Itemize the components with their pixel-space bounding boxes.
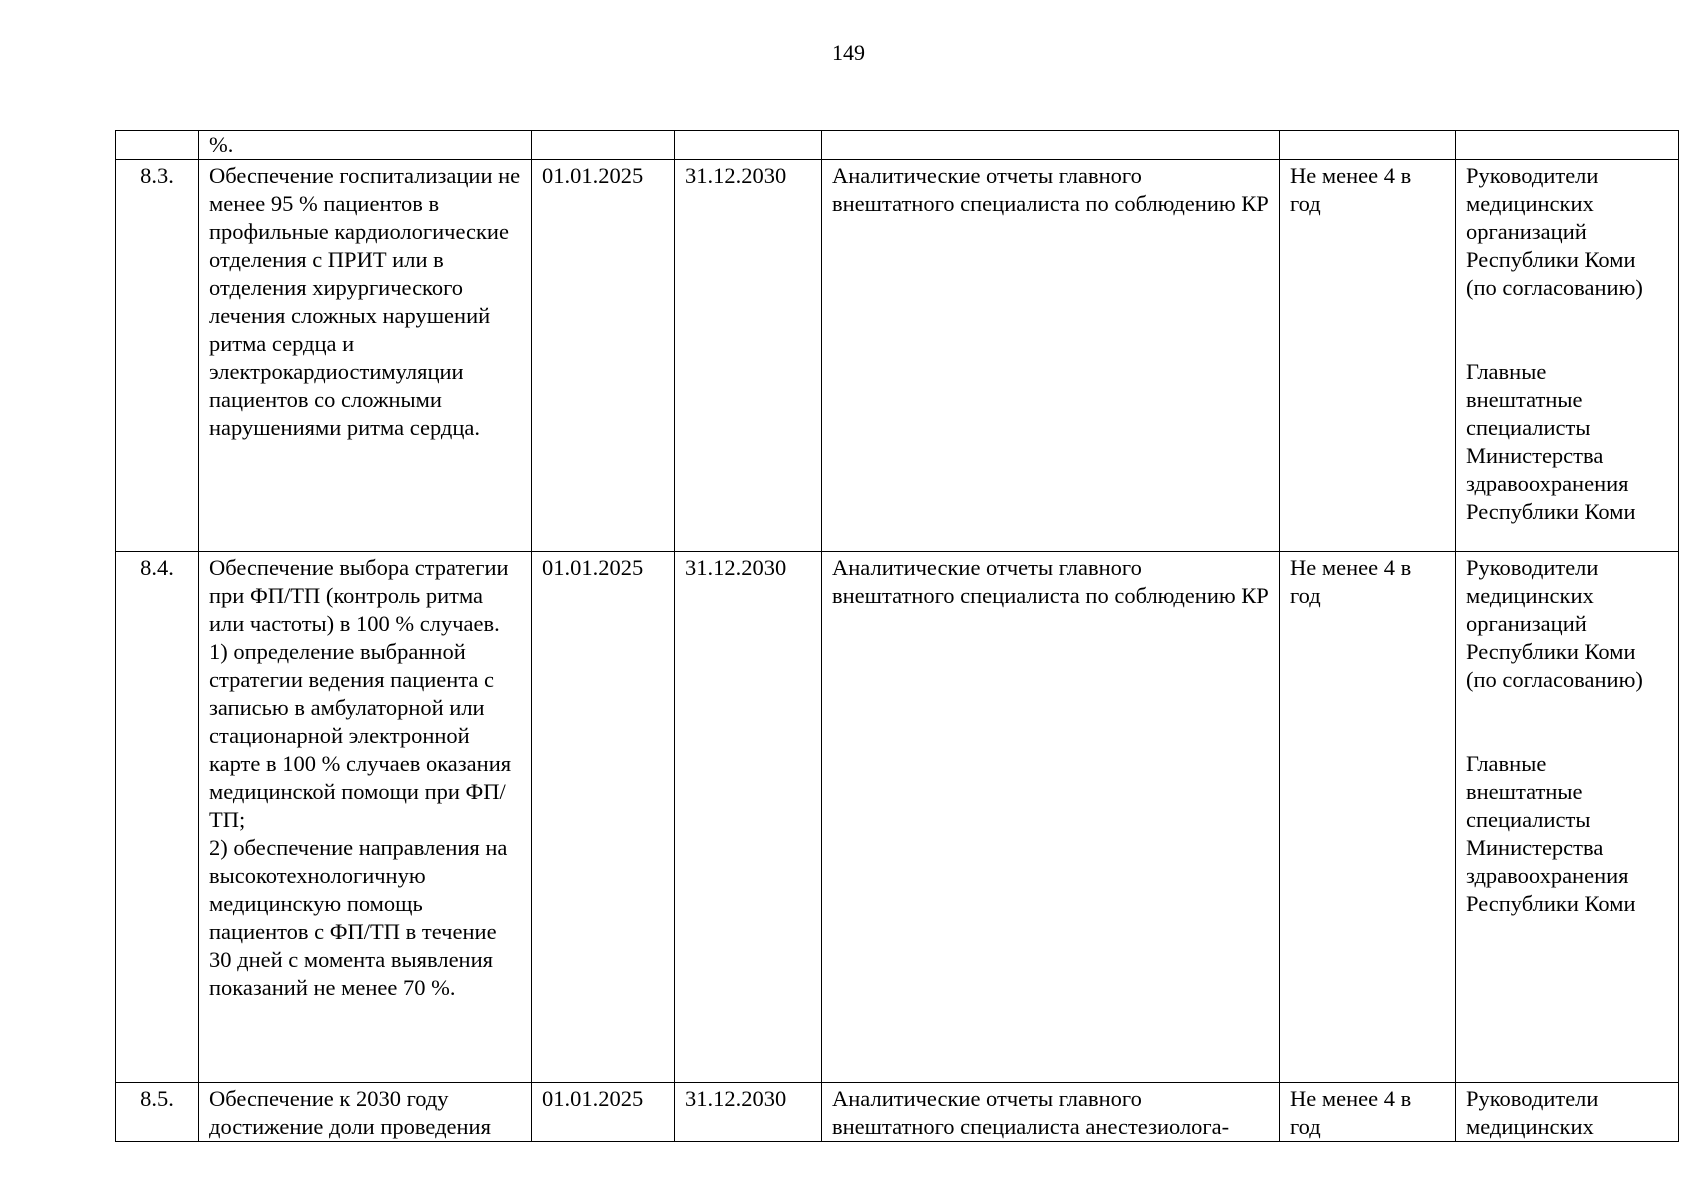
event-cell: %. <box>199 131 532 160</box>
frequency-cell: Не менее 4 в год <box>1280 1083 1456 1142</box>
row-number <box>116 131 199 160</box>
responsible-secondary: Главные внештатные специалисты Министерства здравоохранения Республики Коми <box>1466 359 1636 524</box>
responsible-secondary: Главные внештатные специалисты Министерства здравоохранения Республики Коми <box>1466 751 1636 916</box>
responsible-cell <box>1456 160 1679 552</box>
row-number: 8.5. <box>116 1083 199 1142</box>
indicator-cell: Аналитические отчеты главного внештатного специалиста по соблюдению КР <box>822 552 1280 1083</box>
row-number: 8.3. <box>116 160 199 552</box>
event-cell: Обеспечение выбора стратегии при ФП/ТП (контроль ритма или частоты) в 100 % случаев. 1) определение выбранной стратегии ведения пациента с записью в амбулаторной или стационарной электронной карте в 100 % случаев оказания медицинской помощи при ФП/ТП; 2) обеспечение направления на высокотехнологичную медицинскую помощь пациентов с ФП/ТП в течение 30 дней с момента выявления показаний не менее 70 %. <box>199 552 532 1083</box>
measures-table <box>115 130 1679 1142</box>
responsible-primary: Руководители медицинских <box>1466 1086 1599 1139</box>
start-date-cell: 01.01.2025 <box>532 160 675 552</box>
table-row <box>116 552 1679 1083</box>
table-row <box>116 1083 1679 1142</box>
event-cell: Обеспечение к 2030 году достижение доли проведения <box>199 1083 532 1142</box>
responsible-cell <box>1456 1083 1679 1142</box>
row-number: 8.4. <box>116 552 199 1083</box>
responsible-primary: Руководители медицинских организаций Республики Коми (по согласованию) <box>1466 163 1643 300</box>
responsible-primary: Руководители медицинских организаций Республики Коми (по согласованию) <box>1466 555 1643 692</box>
end-date-cell: 31.12.2030 <box>675 160 822 552</box>
start-date-cell: 01.01.2025 <box>532 552 675 1083</box>
indicator-cell: Аналитические отчеты главного внештатного специалиста анестезиолога- <box>822 1083 1280 1142</box>
table-row <box>116 160 1679 552</box>
frequency-cell: Не менее 4 в год <box>1280 552 1456 1083</box>
start-date-cell <box>532 131 675 160</box>
indicator-cell <box>822 131 1280 160</box>
end-date-cell <box>675 131 822 160</box>
responsible-cell <box>1456 552 1679 1083</box>
end-date-cell: 31.12.2030 <box>675 1083 822 1142</box>
indicator-cell: Аналитические отчеты главного внештатного специалиста по соблюдению КР <box>822 160 1280 552</box>
event-cell: Обеспечение госпитализации не менее 95 % пациентов в профильные кардиологические отделения с ПРИТ или в отделения хирургического лечения сложных нарушений ритма сердца и электрокардиостимуляции пациентов со сложными нарушениями ритма сердца. <box>199 160 532 552</box>
end-date-cell: 31.12.2030 <box>675 552 822 1083</box>
page-number: 149 <box>832 40 865 65</box>
responsible-cell <box>1456 131 1679 160</box>
table-row <box>116 131 1679 160</box>
frequency-cell <box>1280 131 1456 160</box>
start-date-cell: 01.01.2025 <box>532 1083 675 1142</box>
frequency-cell: Не менее 4 в год <box>1280 160 1456 552</box>
